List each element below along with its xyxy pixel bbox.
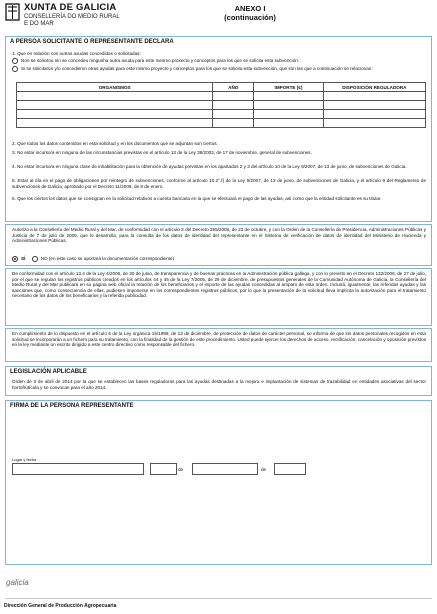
table-cell[interactable] <box>17 92 213 101</box>
month-field[interactable] <box>192 463 258 475</box>
item-4: 4. No estar incurso/a en ninguna clase de inhabilitación para la obtención de ayudas previstas en los apartados 2 y 3 del artículo 10 de la Ley 9/2007, de 13 de junio, de subvenciones de Galicia. <box>12 164 407 169</box>
declaration-section <box>5 36 432 222</box>
col-header: IMPORTE (€) <box>254 83 324 92</box>
table-row <box>17 110 426 119</box>
radio-no-aid[interactable] <box>12 58 18 64</box>
crest-icon <box>5 3 20 21</box>
item-6: 6. Que los ciertos los datos que se consignan en la solicitud relativos a cuenta bancaria en la que se efectuará el pago de las ayudas, así como que la entidad solicitante es su titular. <box>12 196 382 201</box>
table-cell[interactable] <box>323 110 425 119</box>
table-row <box>17 119 426 128</box>
year-field[interactable] <box>274 463 306 475</box>
transparency-section <box>5 268 432 326</box>
de-sep-1: de <box>178 467 184 472</box>
legislation-title: LEGISLACIÓN APLICABLE <box>10 369 87 375</box>
table-cell[interactable] <box>213 101 254 110</box>
de-sep-2: de <box>261 467 267 472</box>
legislation-text: Orden de 3 de abril de 2014 por la que se establecen las bases reguladoras para las ayudas destinadas a la mejora e implantación de sistemas de trazabilidad en entidades asociativas del sector hortofrutícola y se convocan para el año 2014. <box>12 379 426 390</box>
legislation-section <box>5 366 432 396</box>
department-name: CONSELLERÍA DO MEDIO RURAL E DO MAR <box>24 14 120 27</box>
place-date-label: Lugar y fecha <box>12 457 37 462</box>
table-cell[interactable] <box>213 92 254 101</box>
aid-table <box>16 82 426 128</box>
option-yes-aid[interactable]: Si se solicitaron y/o concedieron otras ayudas para este mismo proyecto y conceptos para los que se solicita esta subvención, que son las que a continuación se relacionan: <box>12 66 426 72</box>
col-header: AÑO <box>213 83 254 92</box>
item-2: 2. Que todos los datos contenidos en esta solicitud y en los documentos que se adjuntan son ciertos. <box>12 141 218 146</box>
table-cell[interactable] <box>254 119 324 128</box>
directorate-name: Dirección General de Producción Agropecuaria <box>4 603 117 609</box>
authorization-options: SÍ NO (en este caso se aportará la documentación correspondiente) <box>12 256 426 262</box>
item-5: 5. Estar al día en el pago de obligaciones por reintegro de subvenciones, conforme al artículo 10.2°.f) de la Ley 9/2007, de 13 de junio, de subvenciones de Galicia, y el artículo 9 del Reglamento de subvenciones de Galicia, aprobado por el Decreto 11/2009, de 8 de enero. <box>12 178 426 189</box>
table-cell[interactable] <box>17 101 213 110</box>
privacy-text: En cumplimiento de lo dispuesto en el artículo 5 de la Ley orgánica 15/1999, de 13 de diciembre, de protección de datos de carácter personal, se informa de que los datos personales recogidos en esta solicitud se incorporarán a un fichero para su tratamiento, con la finalidad de la gestión de este procedimiento. Usted puede ejercer los derechos de acceso, rectificación, cancelación y oposición previstos en la ley mediante un escrito dirigido a este centro directivo como responsable del fichero. <box>12 331 426 347</box>
privacy-section <box>5 328 432 362</box>
section-title: A PERSOA SOLICITANTE O REPRESENTANTE DECLARA <box>10 39 174 45</box>
transparency-text: De conformidad con el artículo 13.4 de la Ley 4/2006, de 30 de junio, de transparencia y de buenas prácticas en la Administración pública gallega, y con lo previsto en el Decreto 132/2006, de 27 de julio, por el que se regulan los registros públicos creados en los artículos 44 y 45 de la Ley 7/2005, de 29 de diciembre, de presupuestos generales de la Comunidad Autónoma de Galicia, la Consellería del Medio Rural y del Mar publicará en su página web oficial la relación de los beneficiarios y el importe de las ayudas concedidas al amparo de esta orden. Incluirá, igualmente, las referidas ayudas y las sanciones que, como consecuencia de ellas, pudiesen imponerse en los correspondientes registros públicos, por lo que la presentación de la solicitud lleva implícita la autorización para el tratamiento necesario de los datos de los beneficiarios y la referida publicidad. <box>12 271 426 298</box>
table-row <box>17 92 426 101</box>
table-cell[interactable] <box>254 92 324 101</box>
annex-title: ANEXO I (continuación) <box>224 4 276 22</box>
table-cell[interactable] <box>17 110 213 119</box>
item-3: 3. No estar incurso/a en ninguna de las circunstancias previstas en el artículo 13 de la Ley 38/2003, de 17 de noviembre, general de subvenciones. <box>12 150 312 155</box>
table-cell[interactable] <box>323 119 425 128</box>
radio-yes[interactable] <box>12 256 18 262</box>
authorization-text: Autorizo a la Consellería del Medio Rural y del Mar, de conformidad con el artículo 2 del Decreto 255/2008, de 23 de octubre, y con la Orden de la Consellería de Presidencia, Administraciones Públicas y Justicia de 7 de julio de 2009, que lo desarrolla, para la consulta de los datos de identidad del representante en el Sistema de verificación de datos de identidad del Ministerio de Hacienda y Administraciones Públicas. <box>12 227 426 243</box>
signature-section <box>5 400 432 565</box>
option-no-aid[interactable]: Non se solicitou nin se concedeu ningunha outra axuda para este mesmo proxecto y conceptos para los que se solicita esta subvención. <box>12 58 426 64</box>
brand-name: XUNTA DE GALICIA <box>24 2 117 13</box>
place-field[interactable] <box>12 463 144 475</box>
xunta-logo <box>5 3 155 39</box>
table-cell[interactable] <box>213 110 254 119</box>
table-cell[interactable] <box>254 101 324 110</box>
table-cell[interactable] <box>254 110 324 119</box>
footer-divider <box>5 598 432 599</box>
day-field[interactable] <box>150 463 177 475</box>
radio-no[interactable] <box>32 256 38 262</box>
table-row <box>17 101 426 110</box>
table-cell[interactable] <box>213 119 254 128</box>
item-1: 1. Que en relación con outras axudas concedidas o solicitadas: <box>12 51 141 56</box>
col-header: DISPOSICIÓN REGULADORA <box>323 83 425 92</box>
col-header: ORGANISMOS <box>17 83 213 92</box>
radio-yes-aid[interactable] <box>12 66 18 72</box>
comma-sep: , <box>145 468 147 473</box>
table-cell[interactable] <box>323 101 425 110</box>
authorization-section <box>5 224 432 266</box>
table-cell[interactable] <box>323 92 425 101</box>
table-cell[interactable] <box>17 119 213 128</box>
galicia-logo: galicia <box>6 578 29 587</box>
signature-title: FIRMA DE LA PERSONA REPRESENTANTE <box>10 403 134 409</box>
